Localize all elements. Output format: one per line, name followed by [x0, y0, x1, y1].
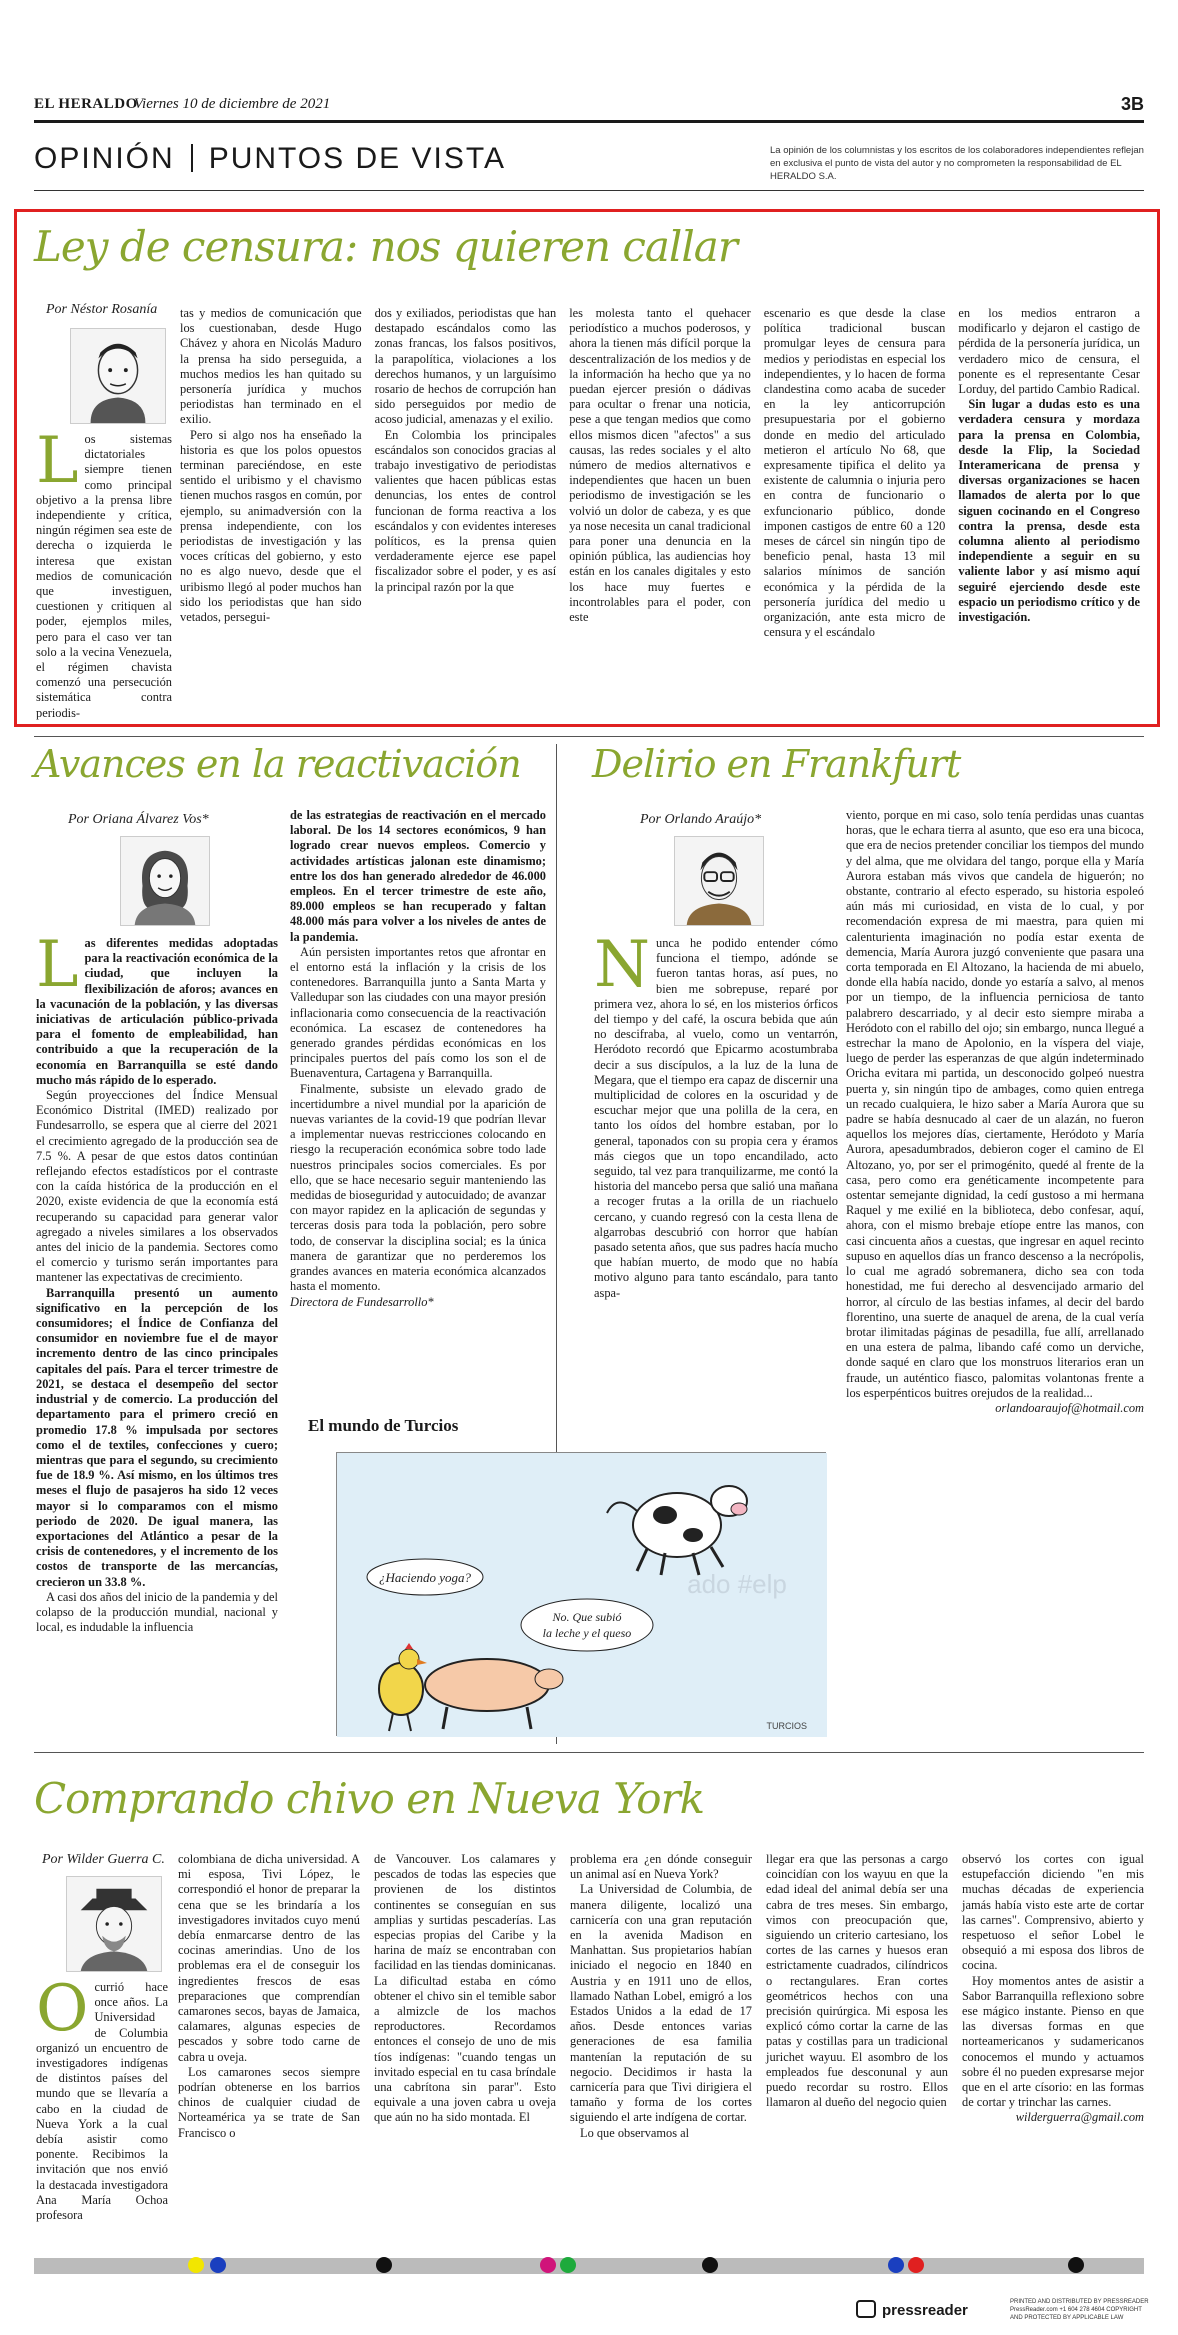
- reactivacion-column-1: [36, 928, 278, 1736]
- censura-headline: Ley de censura: nos quieren callar: [34, 222, 737, 271]
- chivo-column-2: [178, 1852, 360, 2230]
- censura-body: [180, 306, 1140, 709]
- cartoon-drawing: [337, 1453, 827, 1737]
- chivo-signature: wilderguerra@gmail.com: [1015, 2110, 1144, 2125]
- censura-column-5: [764, 306, 946, 709]
- registration-mark-blue: [210, 2257, 226, 2273]
- chivo-dropcap: O: [36, 1972, 89, 2046]
- pressreader-icon: [856, 2300, 876, 2318]
- registration-mark-yellow: [188, 2257, 204, 2273]
- masthead-rule: [34, 120, 1144, 123]
- censura-column-2: [180, 306, 362, 709]
- cartoon-panel: [336, 1452, 826, 1736]
- chivo-paragraph: Lo que observamos al: [580, 2125, 690, 2140]
- censura-column-4: [569, 306, 751, 709]
- section-rule: [34, 190, 1144, 191]
- section-title: [34, 142, 506, 176]
- censura-column-3: [375, 306, 557, 709]
- reactivacion-signature: Directora de Fundesarrollo*: [290, 1294, 434, 1309]
- footer-fine-print: PRINTED AND DISTRIBUTED BY PRESSREADER PressReader.com +1 604 278 4604 COPYRIGHT AND PROTECTED BY APPLICABLE LAW: [1010, 2299, 1149, 2321]
- censura-paragraph: En Colombia los principales escándalos son conocidos gracias al trabajo investigativo de periodistas valientes que hacen públicas estas denuncias, los entes de control funcionan de forma reactiva a los escándalos y con evidentes intereses políticos, es la prensa quien verdaderamente ejerce ese papel fiscalizador sobre el poder, y es así la principal razón por la que: [374, 427, 557, 594]
- registration-mark-black: [1068, 2257, 1084, 2273]
- article-divider: [34, 736, 1144, 737]
- chivo-paragraph: colombiana de dicha universidad. A mi esposa, Tivi López, le correspondió el honor de preparar la cena que se les brindaría a los investigadores invitados cuyo menú debía enmarcarse dentro de las cocinas amerindias. Uno de los problemas era el de conseguir los ingredientes frescos de esas preparaciones que comprendían camarones secos, bayas de Jamaica, calamares, algunas especies de pescados y sobre todo carne de cabra u oveja.: [178, 1852, 360, 2064]
- chivo-byline: Por Wilder Guerra C.: [42, 1852, 165, 1867]
- issue-date: Viernes 10 de diciembre de 2021: [134, 96, 331, 112]
- censura-paragraph: escenario es que desde la clase política tradicional buscan promulgar leyes de censura para medios y periodistas en especial los independientes, y lo hacen de forma clandestina como acaba de suceder en la ley anticorrupción presupuestaria por el gobierno donde en medio del articulado metieron el artículo No 68, que expresamente tipifica el delito ya existente de calumnia o injuria pero en contra de funcionario o exfuncionario público, donde imponen castigos de entre 60 a 120 meses de cárcel sin ningún tipo de beneficio penal, hasta 13 mil salarios mínimos de sanción económica y la pérdida de la personería jurídica del medio u organización, ante esta micro de censura y el escándalo: [763, 306, 946, 640]
- cartoon-watermark: ado #elp: [687, 1569, 787, 1599]
- section-title-right: PUNTOS DE VISTA: [208, 142, 506, 175]
- censura-paragraph: tas y medios de comunicación que los cuestionaban, desde Hugo Chávez y ahora en Nicolás Maduro la prensa ha sido perseguida, a muchos medios les han quitado su personería jurídica y muchos periodistas han terminado en el exilio.: [180, 306, 362, 427]
- chivo-paragraph: de Vancouver. Los calamares y pescados de todas las especies que provienen de los distintos continentes se conseguían en sus amplias y surtidas pescaderías. Las especias propias del Caribe y la harina de maíz se encontraban con facilidad en las tiendas dominicanas. La dificultad estaba en cómo obtener el chivo sin el temible sabor a almizcle de los machos reproductores. Recordamos entonces el consejo de uno de mis tíos indígenas: "cuando tengas un invitado especial en tu casa bríndale una cabrítona sin parar". Esto equivale a una joven cabra u oveja que aún no ha sido montada. El: [374, 1852, 557, 2125]
- reactivacion-column-2: [290, 808, 546, 1408]
- chivo-headline: Comprando chivo en Nueva York: [34, 1774, 705, 1823]
- section-separator: [191, 144, 193, 172]
- reactivacion-byline: Por Oriana Álvarez Vos*: [68, 812, 209, 827]
- section-disclaimer: La opinión de los columnistas y los escritos de los colaboradores independientes reflejan en exclusiva el punto de vista del autor y no comprometen la responsabilidad de EL HERALDO S.A.: [770, 145, 1144, 182]
- registration-mark-red: [908, 2257, 924, 2273]
- pressreader-brand: pressreader: [882, 2302, 968, 2319]
- portrait-sketch-icon: [71, 329, 165, 423]
- article-divider: [34, 1752, 1144, 1753]
- section-title-left: OPINIÓN: [34, 142, 175, 175]
- chivo-column-5: [766, 1852, 948, 2230]
- reactivacion-author-portrait: [120, 836, 210, 926]
- censura-paragraph: les molesta tanto el quehacer periodístico a muchos poderosos, y ahora la tienen más difícil porque la descentralización de los medios y de la información ha hecho que ya no puedan ejercer presión o dádivas para ocultar o frenar una noticia, pese a que tengan medios que como ellos mismos dicen "afectos" a sus causas, las redes sociales y el alto número de medios alternativos e independientes que hacen un buen periodismo de investigación se les volvió un dolor de cabeza, y es que ya nose necesita un canal tradicional para poner una denuncia en la opinión pública, las audiencias hoy están en los canales digitales y esto los hace muy fuertes e incontrolables para el poder, con este: [569, 306, 751, 625]
- reactivacion-headline: Avances en la reactivación: [34, 742, 521, 786]
- speech-bubble-2: [521, 1599, 653, 1651]
- censura-paragraph: os sistemas dictatoriales siempre tienen como principal objetivo a la prensa libre independiente y crítica, ningún régimen sea este de derecha o izquierda le interesa que existan medios de comunicación que investiguen, cuestionen y critiquen al poder, ejemplos miles, pero para el caso ver tan solo a la vecina Venezuela, el régimen chavista comenzó una persecución sistemática contra periodis-: [36, 432, 172, 720]
- cartoon-title: El mundo de Turcios: [308, 1416, 459, 1435]
- registration-mark-black: [376, 2257, 392, 2273]
- registration-mark-blue: [888, 2257, 904, 2273]
- pressreader-logo: [856, 2300, 968, 2319]
- speech-bubble-1: [367, 1559, 483, 1595]
- frankfurt-byline: Por Orlando Araújo*: [640, 812, 762, 827]
- censura-paragraph: Sin lugar a dudas esto es una verdadera censura y mordaza para la prensa en Colombia, desde la Flip, la Sociedad Interamericana de prensa y diversas organizaciones se hacen llamados de alerta por lo que siguen cocinando en el Congreso contra la prensa, desde esta columna aliento al periodismo independiente a seguir en su valiente labor y así mismo aquí seguiré ejerciendo desde este espacio un periodismo crítico y de investigación.: [958, 397, 1140, 625]
- chivo-paragraph: Hoy momentos antes de asistir a Sabor Barranquilla reflexiono sobre ese mágico instante. Pienso en que las diversas formas en que norteamericanos y sudamericanos conocemos el mundo y actuamos sobre él no pueden expresarse mejor que en el arte císorio: en las formas de cortar y trinchar las carnes.: [962, 1973, 1144, 2110]
- chivo-paragraph: Los camarones secos siempre podrían obtenerse en los barrios chinos de cualquier ciudad de Norteamérica ya se trate de San Francisco o: [178, 2064, 360, 2140]
- reactivacion-paragraph: as diferentes medidas adoptadas para la reactivación económica de la ciudad, que incluyen la flexibilización de aforos; avances en la vacunación de la población, y las diversas iniciativas de articulación público-privada para el fomento de empleabilidad, han contribuido a que la recuperación de la economía en Barranquilla se esté dando mucho más rápido de lo esperado.: [36, 936, 278, 1087]
- censura-column-6: [958, 306, 1140, 709]
- bubble-2-line-2: la leche y el queso: [542, 1626, 632, 1640]
- registration-mark-black: [702, 2257, 718, 2273]
- chivo-column-6: [962, 1852, 1144, 2230]
- chivo-paragraph: observó los cortes con igual estupefacción diciendo "en mis muchas décadas de experiencia jamás había visto este arte de cortar las carnes". Comprensivo, abierto y respetuoso el señor Lobel le obsequió a mi esposa dos libros de cocina.: [962, 1852, 1144, 1973]
- censura-byline: Por Néstor Rosanía: [46, 302, 158, 317]
- frankfurt-paragraph: unca he podido entender cómo funciona el tiempo, adónde se fueron tantas horas, así pues, no bien me sobrepuse, reparé por primera vez, ahora lo sé, en los misterios órficos del tiempo y del café, la oscura bebida que aún no descifraba, al vuelo, como un ventarrón, Heródoto recordó que Epicarmo acostumbraba decir a sus discípulos, a la luz de la luna de Megara, que el tiempo era capaz de discernir una multiplicidad de colores en la oscuridad y de escuchar mejor que una polilla de la cera, en tanto los oídos del hombre estaban, por lo general, taponados con su propia cera y éramos más ciegos que un topo encandilado, acto seguido, tal vez para tranquilizarme, me contó la historia del mancebo persa que salió una mañana a recoger frutas a la orilla de un riachuelo cercano, y cuando regresó con la cesta llena de algarrobas descubrió con horror que habían pasado setenta años, que sus padres hacía mucho que habían muerto, de modo que no había motivo alguno para tanto escándalo, para tanto aspa-: [594, 936, 838, 1300]
- censura-paragraph: Pero si algo nos ha enseñado la historia es que los polos opuestos terminan pareciéndose, en este sentido el uribismo y el chavismo tienen muchos rasgos en común, por ejemplo, su animadversión con la prensa independiente, con los periodistas de investigación y las voces críticas del gobierno, y esto no es algo nuevo, desde que el uribismo llegó al poder muchos han sido los periodistas que han sido vetados, persegui-: [180, 427, 362, 625]
- chivo-paragraph: problema era ¿en dónde conseguir un animal así en Nueva York?: [570, 1852, 752, 1882]
- reactivacion-dropcap: L: [36, 928, 79, 1002]
- reactivacion-paragraph: Según proyecciones del Índice Mensual Económico Distrital (IMED) realizado por Fundesarrollo, se espera que al cierre del 2021 el crecimiento agregado de la producción sea de 7.5 %. A pesar de que estos datos continúan reflejando efectos estadísticos por el contraste con la caída histórica de la producción en el 2020, existe evidencia de que la economía está recuperando su capacidad para generar valor agregado a niveles similares a los observados antes del inicio de la pandemia. Sectores como el comercio y turismo serán importantes para mantener las expectativas de crecimiento.: [36, 1088, 278, 1285]
- frankfurt-author-portrait: [674, 836, 764, 926]
- chivo-column-1: [36, 1972, 168, 2230]
- chivo-paragraph: La Universidad de Columbia, de manera diligente, localizó una carnicería con una gran reputación en la avenida Madison en Manhattan. Sus propietarios habían iniciado el negocio en 1840 en Austria y en 1911 uno de ellos, llamado Nathan Lobel, emigró a los Estados Unidos a la edad de 17 años. Desde entonces varias generaciones de esa familia mantenían la reputación de su negocio. Decidimos ir hasta la carnicería para que Tivi dirigiera el tamaño y forma de los cortes siguiendo el arte indígena de cortar.: [570, 1882, 752, 2125]
- reactivacion-paragraph: Aún persisten importantes retos que afrontar en el entorno está la inflación y la crisis de los contenedores. Barranquilla junto a Santa Marta y Valledupar son las ciudades con una mayor presión inflacionaria como consecuencia de la reactivación económica. La escasez de contenedores ha generado grandes pérdidas económicas en los principales puertos del país como los son el de Buenaventura, Cartagena y Barranquilla.: [290, 944, 546, 1081]
- cartoon-artist: TURCIOS: [766, 1721, 807, 1731]
- reactivacion-paragraph: Finalmente, subsiste un elevado grado de incertidumbre a nivel mundial por la aparición de nuevas variantes de la covid-19 que podrían llevar a implementar nuevas restricciones colocando en riesgo la recuperación económica sobre todo lade nuestros principales socios comerciales. Es por ello, que se hace necesario seguir manteniendo las medidas de bioseguridad y autocuidado; de avanzar con mayor rapidez en la aplicación de segundas y terceras dosis para toda la población, pero sobre todo, de conservar la disciplina social; es la única manera de garantizar que no perderemos los grandes avances en materia económica alcanzados hasta el momento.: [290, 1081, 546, 1294]
- chivo-paragraph: llegar era que las personas a cargo coincidían con los wayuu en que la edad ideal del animal debía ser una cabra de tres meses. Sin embargo, vimos con preocupación que, siguiendo un criterio cartesiano, los cortes de las carnes y huesos eran estrictamente cuadrados, cilíndricos o rectangulares. Eran cortes geométricos hechos con una precisión quirúrgica. Mi esposa les explicó cómo cortar la carne de las patas y costillas para un tradicional jurichet wayuu. El asombro de los empleados fue desconunal y aun puedo recordar su rostro. Ellos llamaron al dueño del negocio quien: [766, 1852, 948, 2110]
- chivo-body: [178, 1852, 1144, 2230]
- reactivacion-paragraph: Barranquilla presentó un aumento significativo en la percepción de los consumidores; el Índice de Confianza del consumidor en noviembre fue el de mayor incremento dentro de las cinco principales capitales del país. Para el tercer trimestre de 2021, se destaca el desempeño del sector industrial y de comercio. La producción del departamento para el primero creció en promedio 17.8 % impulsada por sectores como el de textiles, confecciones y cuero; mientras que para el segundo, su crecimiento fue de 18.9 %. Así mismo, en los últimos tres meses el flujo de pasajeros ha sido 12 veces mayor si lo comparamos con el mismo periodo de 2020. De igual manera, las exportaciones del Atlántico a pesar de la crisis de contenedores, y el incremento de los costos de transporte de las mercancías, crecieron un 33.8 %.: [36, 1285, 278, 1589]
- frankfurt-signature: orlandoaraujof@hotmail.com: [995, 1400, 1144, 1415]
- portrait-sketch-icon: [675, 837, 763, 925]
- bubble-1-text: ¿Haciendo yoga?: [378, 1570, 472, 1585]
- registration-mark-green: [560, 2257, 576, 2273]
- reactivacion-paragraph: de las estrategias de reactivación en el mercado laboral. De los 14 sectores económicos, 9 han logrado crear nuevos empleos. Comercio y actividades artísticas jalonan este dinamismo; entre los dos han generado alrededor de 46.000 empleos. En el tercer trimestre de este año, 89.000 empleos se han recuperado y faltan 48.000 más para volver a los niveles de antes de la pandemia.: [290, 808, 546, 944]
- frankfurt-dropcap: N: [594, 928, 650, 1002]
- chivo-column-3: [374, 1852, 556, 2230]
- censura-dropcap: L: [36, 424, 79, 498]
- reactivacion-paragraph: A casi dos años del inicio de la pandemia y del colapso de la producción mundial, nacional y local, es indudable la influencia: [36, 1589, 278, 1635]
- frankfurt-headline: Delirio en Frankfurt: [592, 742, 961, 786]
- frankfurt-column-1: [594, 928, 838, 1406]
- chivo-paragraph: currió hace once años. La Universidad de Columbia organizó un encuentro de investigadores indígenas de distintos países del mundo que se llevaría a cabo en la ciudad de Nueva York a la cual debía asistir como ponente. Recibimos la invitación que nos envió la destacada investigadora Ana María Ochoa profesora: [36, 1980, 168, 2223]
- portrait-sketch-icon: [67, 1877, 161, 1971]
- chivo-author-portrait: [66, 1876, 162, 1972]
- frankfurt-column-2: [846, 808, 1144, 1736]
- registration-mark-magenta: [540, 2257, 556, 2273]
- frankfurt-paragraph: viento, porque en mi caso, solo tenía perdidas unas cuantas horas, que le echara tierra al asunto, que eso era una bicoca, que era de necios pretender conciliar los tiempos del mundo y del alma, que me olvidara del tango, porque ella y María Aurora estaban más vivos que candela de higuerón; no obstante, contrario al efecto esperado, su historia espoleó aún más mi curiosidad, en vista de lo cual, y por recomendación expresa de mi maestra, para quien mi calenturienta imaginación no podía estar exenta de demencia, María Aurora juzgó conveniente que pasara una corta temporada en El Altozano, la hacienda de mi abuelo, donde ella había nacido, donde yo estaría a salvo, al menos por un tiempo, de la influencia perniciosa de tanto palabrero descarriado, y al decir esto siempre miraba a Heródoto con el rabillo del ojo; sin embargo, nunca llegué a estrechar la mano de Apolonio, en la víspera del viaje, luego de perder las esperanzas de que algún indeterminado Oricha evitara mi partida, un desconocido golpeó nuestra puerta y, sin ningún tipo de ambages, como quien entrega un recado cualquiera, le hizo saber a María Aurora que su padre se había desnucado al caer de un alazán, no fueron aquellos los mejores días, ciertamente, Heródoto y María Aurora, apesadumbrados, debieron coger el camino de El Altozano, yo, por ser el primogénito, quedé al frente de la casa, pero como era genéticamente incompetente para ostentar semejante dignidad, la cedí gustoso a mi hermana Raquel y me exilié en la biblioteca, debo confesar, aquí, ahora, con el mismo brebaje etíope entre las manos, con casi cincuenta años a cuestas, que ingresar en aquel recinto supuso en aquellos días un franco descenso a la necrópolis, lo cual me agradó sobremanera, dicho sea con toda honestidad, me fui derecho al desvencijado armario del horror, al círculo de las bestias infames, al decir del bardo florentino, una suerte de anaquel de arena, de la cual vería brotar ilimitadas páginas de pesadilla, fue allí, arrellanado en una estera de palma, libando café como un derviche, donde saqué en claro que los monstruos literarios eran un fraude, un auténtico fiasco, palomitas volantonas frente a los esperpénticos buitres orejudos de la realidad...: [846, 808, 1144, 1400]
- bubble-2-line-1: No. Que subió: [552, 1610, 622, 1624]
- masthead: [34, 94, 1144, 118]
- page-number: 3B: [1120, 94, 1144, 114]
- paper-name: EL HERALDO: [34, 96, 138, 112]
- censura-column-1: [36, 424, 172, 720]
- chivo-column-4: [570, 1852, 752, 2230]
- portrait-sketch-icon: [121, 837, 209, 925]
- censura-paragraph: dos y exiliados, periodistas que han destapado escándalos como las zonas francas, los falsos positivos, la parapolítica, violaciones a los derechos humanos, y un larguísimo rosario de hechos de corrupción han sido perseguidos por medio de acoso judicial, amenazas y el exilio.: [374, 306, 557, 427]
- censura-paragraph: en los medios entraron a modificarlo y dejaron el castigo de pérdida de la personería jurídica, un verdadero mico de censura, el ponente es el representante Cesar Lorduy, del partido Cambio Radical.: [958, 306, 1140, 397]
- censura-author-portrait: [70, 328, 166, 424]
